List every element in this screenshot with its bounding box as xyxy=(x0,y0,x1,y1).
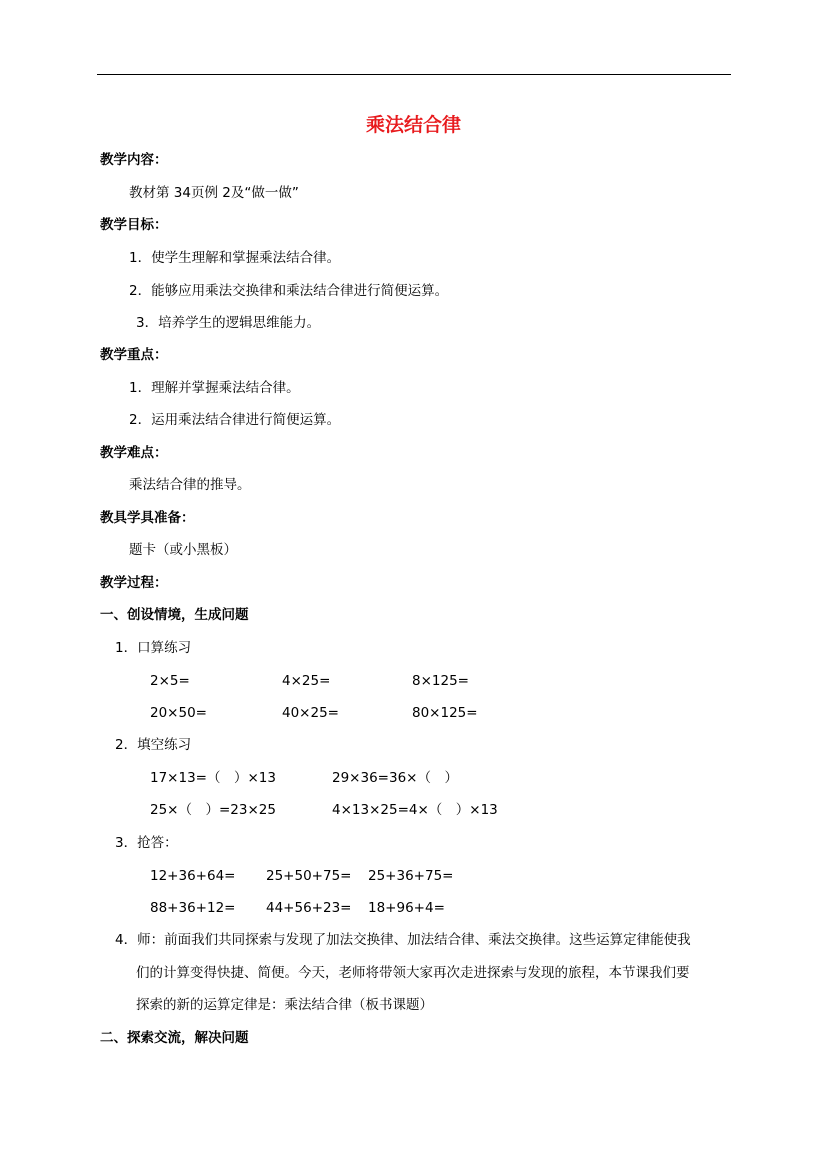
goal-item-3: 3．培养学生的逻辑思维能力。 xyxy=(136,315,321,331)
oral-heading: 1．口算练习 xyxy=(115,640,192,656)
fill-item: 29×36=36×（ ） xyxy=(332,770,458,786)
quick-item: 88+36+12= xyxy=(150,900,236,916)
content-text: 教材第 34页例 2及“做一做” xyxy=(129,185,299,201)
quick-item: 12+36+64= xyxy=(150,868,236,884)
difficulty-heading: 教学难点： xyxy=(100,445,168,461)
quick-item: 44+56+23= xyxy=(266,900,352,916)
content-heading: 教学内容： xyxy=(100,152,168,168)
part2-heading: 二、探索交流，解决问题 xyxy=(100,1030,249,1046)
key-item-1: 1．理解并掌握乘法结合律。 xyxy=(129,380,300,396)
oral-item: 2×5= xyxy=(150,673,190,689)
header-rule xyxy=(97,74,731,75)
document-title: 乘法结合律 xyxy=(365,114,461,136)
difficulty-text: 乘法结合律的推导。 xyxy=(129,477,251,493)
quick-item: 18+96+4= xyxy=(368,900,445,916)
teacher-line-2: 们的计算变得快捷、简便。今天，老师将带领大家再次走进探索与发现的旅程，本节课我们要 xyxy=(136,965,690,981)
teacher-line-3: 探索的新的运算定律是：乘法结合律（板书课题） xyxy=(136,997,433,1013)
tools-heading: 教具学具准备： xyxy=(100,510,195,526)
oral-item: 4×25= xyxy=(282,673,331,689)
quick-item: 25+50+75= xyxy=(266,868,352,884)
oral-item: 20×50= xyxy=(150,705,207,721)
quick-heading: 3．抢答： xyxy=(115,835,178,851)
fill-item: 4×13×25=4×（ ）×13 xyxy=(332,802,498,818)
oral-item: 40×25= xyxy=(282,705,339,721)
goal-heading: 教学目标： xyxy=(100,217,168,233)
goal-item-1: 1．使学生理解和掌握乘法结合律。 xyxy=(129,250,341,266)
key-item-2: 2．运用乘法结合律进行简便运算。 xyxy=(129,412,341,428)
process-heading: 教学过程： xyxy=(100,575,168,591)
fill-item: 25×（ ）=23×25 xyxy=(150,802,276,818)
oral-item: 8×125= xyxy=(412,673,469,689)
quick-item: 25+36+75= xyxy=(368,868,454,884)
fill-item: 17×13=（ ）×13 xyxy=(150,770,276,786)
tools-text: 题卡（或小黑板） xyxy=(129,542,237,558)
teacher-line-1: 4．师：前面我们共同探索与发现了加法交换律、加法结合律、乘法交换律。这些运算定律能使我 xyxy=(115,932,691,948)
key-heading: 教学重点： xyxy=(100,347,168,363)
goal-item-2: 2．能够应用乘法交换律和乘法结合律进行简便运算。 xyxy=(129,283,449,299)
oral-item: 80×125= xyxy=(412,705,478,721)
fill-heading: 2．填空练习 xyxy=(115,737,192,753)
part1-heading: 一、创设情境，生成问题 xyxy=(100,607,249,623)
